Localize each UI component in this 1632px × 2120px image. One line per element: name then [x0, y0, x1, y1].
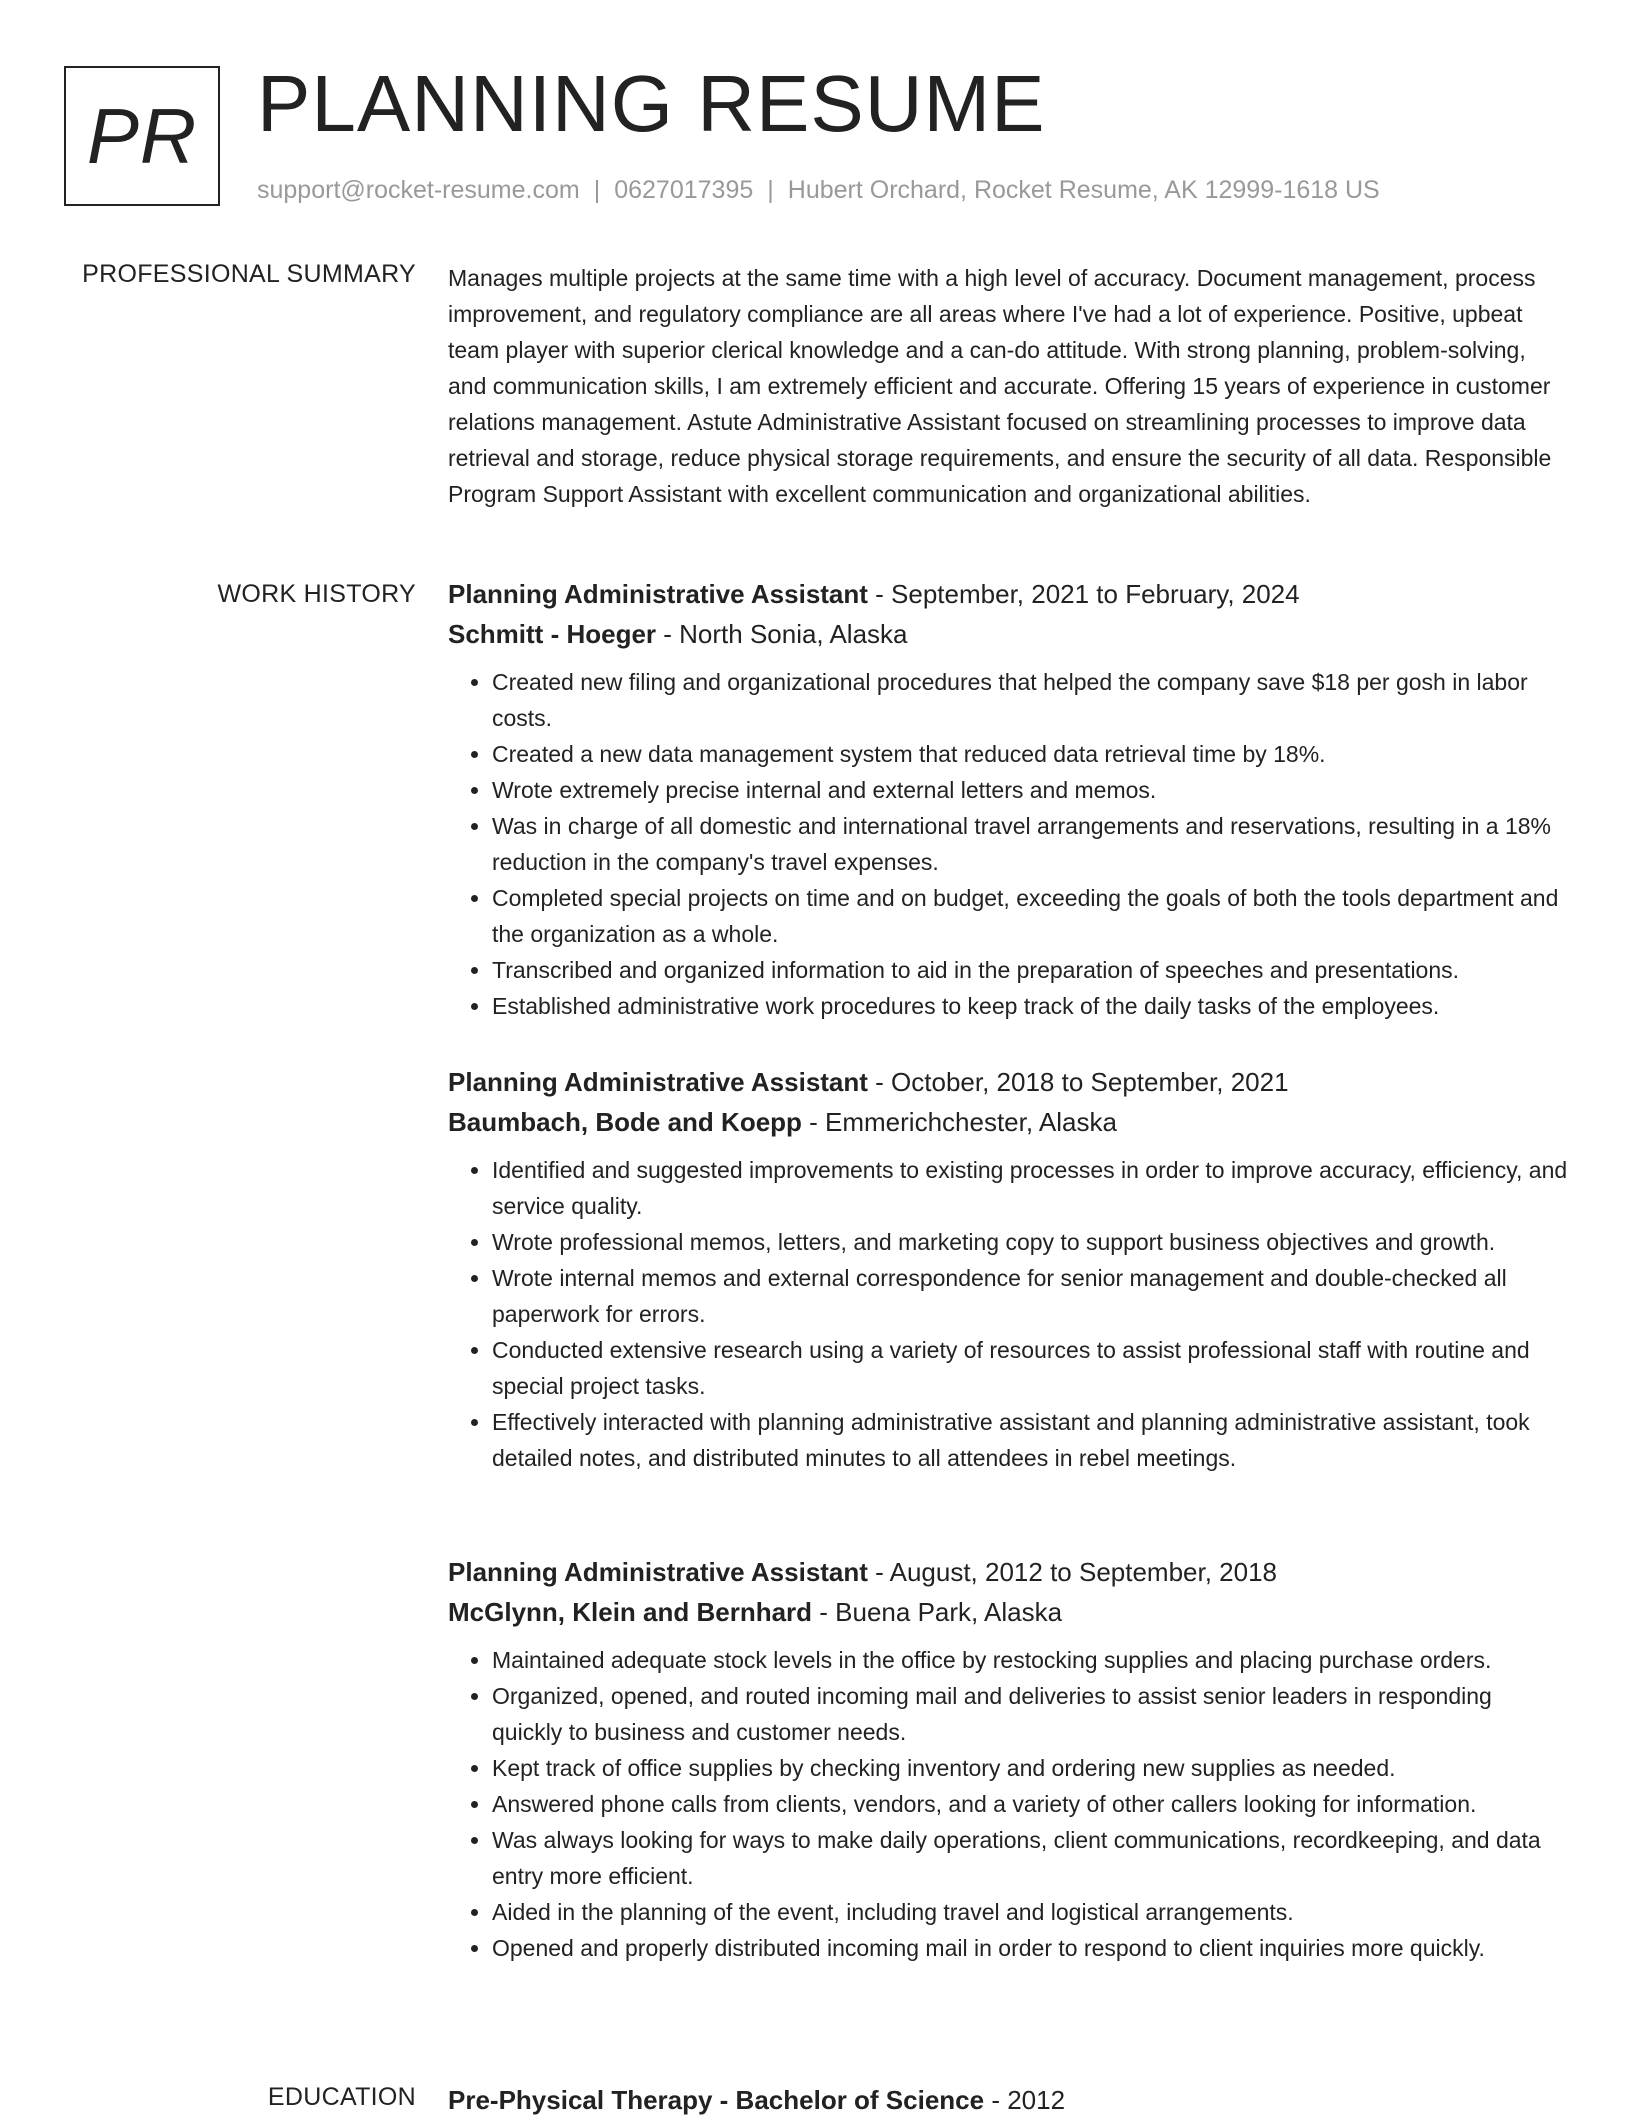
job-bullet-list [448, 664, 1568, 1024]
contact-line [257, 176, 1380, 205]
job-bullet-list [448, 1152, 1568, 1476]
job-bullet-list [448, 1642, 1568, 1966]
job-bullet: • Aided in the planning of the event, including travel and logistical arrangements. [492, 1894, 1568, 1930]
section-label-education: EDUCATION [267, 2083, 416, 2111]
job-company: Schmitt - Hoeger [448, 619, 657, 649]
job-title: Planning Administrative Assistant [448, 1557, 868, 1587]
job-bullet: • Established administrative work procedures to keep track of the daily tasks of the employees. [492, 988, 1568, 1024]
job-bullet: • Created a new data management system that reduced data retrieval time by 18%. [492, 736, 1568, 772]
job-bullet: • Answered phone calls from clients, vendors, and a variety of other callers looking for information. [492, 1786, 1568, 1822]
job-entry [448, 574, 1568, 1024]
job-bullet: • Transcribed and organized information to aid in the preparation of speeches and presentations. [492, 952, 1568, 988]
job-title-line [448, 1552, 1568, 1592]
job-bullet: • Conducted extensive research using a variety of resources to assist professional staff with routine and special project tasks. [492, 1332, 1568, 1404]
job-company: Baumbach, Bode and Koepp [448, 1107, 802, 1137]
job-bullet: • Was always looking for ways to make daily operations, client communications, recordkeeping, and data entry more efficient. [492, 1822, 1568, 1894]
job-entry [448, 1062, 1568, 1476]
job-location: - North Sonia, Alaska [656, 619, 908, 649]
job-bullet: • Wrote internal memos and external correspondence for senior management and double-checked all paperwork for errors. [492, 1260, 1568, 1332]
job-location: - Emmerichchester, Alaska [801, 1107, 1117, 1137]
job-title-line [448, 1062, 1568, 1102]
job-location: - Buena Park, Alaska [812, 1597, 1063, 1627]
job-bullet: • Wrote extremely precise internal and external letters and memos. [492, 772, 1568, 808]
education-year: - 2012 [984, 2085, 1066, 2115]
job-title: Planning Administrative Assistant [448, 579, 868, 609]
education-line [448, 2080, 1568, 2120]
contact-separator: | [767, 176, 774, 204]
job-company-line [448, 1592, 1568, 1632]
job-entry [448, 1552, 1568, 1966]
monogram-box [64, 66, 220, 206]
job-bullet: • Wrote professional memos, letters, and marketing copy to support business objectives and growth. [492, 1224, 1568, 1260]
job-company: McGlynn, Klein and Bernhard [448, 1597, 813, 1627]
job-bullet: • Opened and properly distributed incoming mail in order to respond to client inquiries more quickly. [492, 1930, 1568, 1966]
monogram-initials: PR [86, 91, 198, 180]
resume-title: PLANNING RESUME [257, 59, 1046, 148]
job-title-line [448, 574, 1568, 614]
section-label-summary: PROFESSIONAL SUMMARY [82, 260, 416, 288]
education-degree: Pre-Physical Therapy - Bachelor of Science [448, 2085, 985, 2115]
resume-header [64, 59, 1584, 211]
job-bullet: • Maintained adequate stock levels in the office by restocking supplies and placing purchase orders. [492, 1642, 1568, 1678]
job-bullet: • Effectively interacted with planning administrative assistant and planning administrative assistant, took detailed notes, and distributed minutes to all attendees in rebel meetings. [492, 1404, 1568, 1476]
contact-separator: | [593, 176, 601, 204]
job-bullet: • Identified and suggested improvements to existing processes in order to improve accuracy, efficiency, and service quality. [492, 1152, 1568, 1224]
job-bullet: • Completed special projects on time and on budget, exceeding the goals of both the tools department and the organization as a whole. [492, 880, 1568, 952]
job-bullet: • Kept track of office supplies by checking inventory and ordering new supplies as needed. [492, 1750, 1568, 1786]
summary-text: Manages multiple projects at the same time with a high level of accuracy. Document management, process improvement, and regulatory compliance are all areas where I've had a lot of experience. Positive, upbeat team player with superior clerical knowledge and a can-do attitude. With strong planning, problem-solving, and communication skills, I am extremely efficient and accurate. Offering 15 years of experience in customer relations management. Astute Administrative Assistant focused on streamlining processes to improve data retrieval and storage, reduce physical storage requirements, and ensure the security of all data. Responsible Program Support Assistant with excellent communication and organizational abilities. [448, 265, 1552, 507]
contact-email[interactable]: support@rocket-resume.com [257, 176, 580, 204]
job-dates: - September, 2021 to February, 2024 [867, 579, 1300, 609]
contact-phone[interactable]: 0627017395 [614, 176, 754, 204]
job-bullet: • Created new filing and organizational procedures that helped the company save $18 per gosh in labor costs. [492, 664, 1568, 736]
job-bullet: • Organized, opened, and routed incoming mail and deliveries to assist senior leaders in responding quickly to business and customer needs. [492, 1678, 1568, 1750]
contact-address: Hubert Orchard, Rocket Resume, AK 12999-1618 US [787, 176, 1380, 204]
job-dates: - August, 2012 to September, 2018 [867, 1557, 1278, 1587]
job-company-line [448, 1102, 1568, 1142]
job-title: Planning Administrative Assistant [448, 1067, 868, 1097]
job-bullet: • Was in charge of all domestic and international travel arrangements and reservations, resulting in a 18% reduction in the company's travel expenses. [492, 808, 1568, 880]
job-company-line [448, 614, 1568, 654]
section-label-work-history: WORK HISTORY [217, 580, 416, 608]
job-dates: - October, 2018 to September, 2021 [867, 1067, 1289, 1097]
